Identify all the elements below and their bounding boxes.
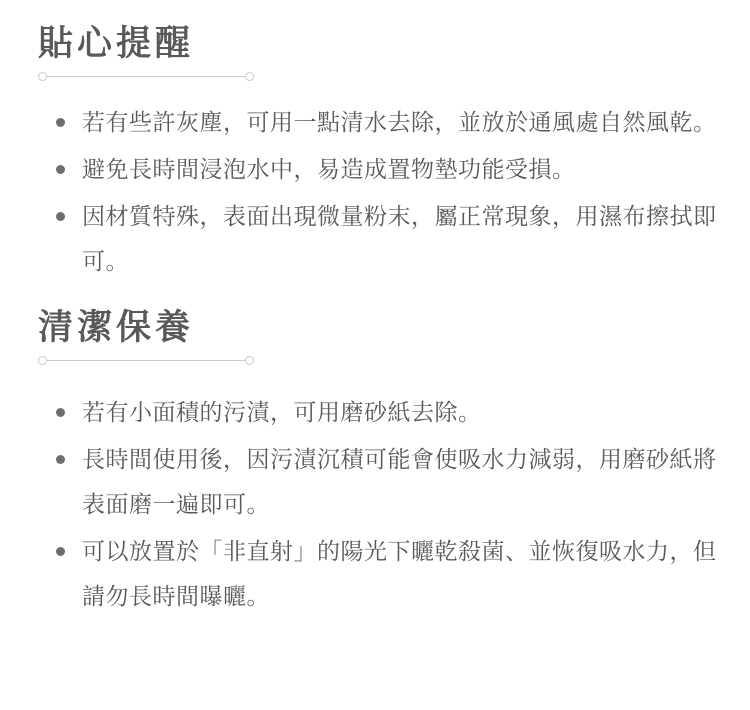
divider-line [44,76,248,77]
divider-dot-right-icon [245,72,254,81]
list-item: 因材質特殊，表面出現微量粉末，屬正常現象，用濕布擦拭即可。 [50,194,720,284]
divider-dot-right-icon [245,356,254,365]
section-care-list [30,390,720,619]
list-item: 若有些許灰塵，可用一點清水去除，並放於通風處自然風乾。 [50,100,720,145]
divider-dot-left-icon [38,356,47,365]
section-care-divider [38,352,254,370]
section-tips-divider [38,68,254,86]
section-care-heading: 清潔保養 [38,307,195,347]
list-item: 可以放置於「非直射」的陽光下曬乾殺菌、並恢復吸水力，但請勿長時間曝曬。 [50,529,720,619]
divider-line [44,360,248,361]
section-tips-heading: 貼心提醒 [38,24,195,63]
list-item: 若有小面積的污漬，可用磨砂紙去除。 [50,390,720,435]
list-item: 避免長時間浸泡水中，易造成置物墊功能受損。 [50,147,720,192]
section-tips-list [30,100,720,284]
section-tips [30,22,720,284]
list-item: 長時間使用後，因污漬沉積可能會使吸水力減弱，用磨砂紙將表面磨一遍即可。 [50,437,720,527]
divider-dot-left-icon [38,72,47,81]
section-care [30,306,720,619]
